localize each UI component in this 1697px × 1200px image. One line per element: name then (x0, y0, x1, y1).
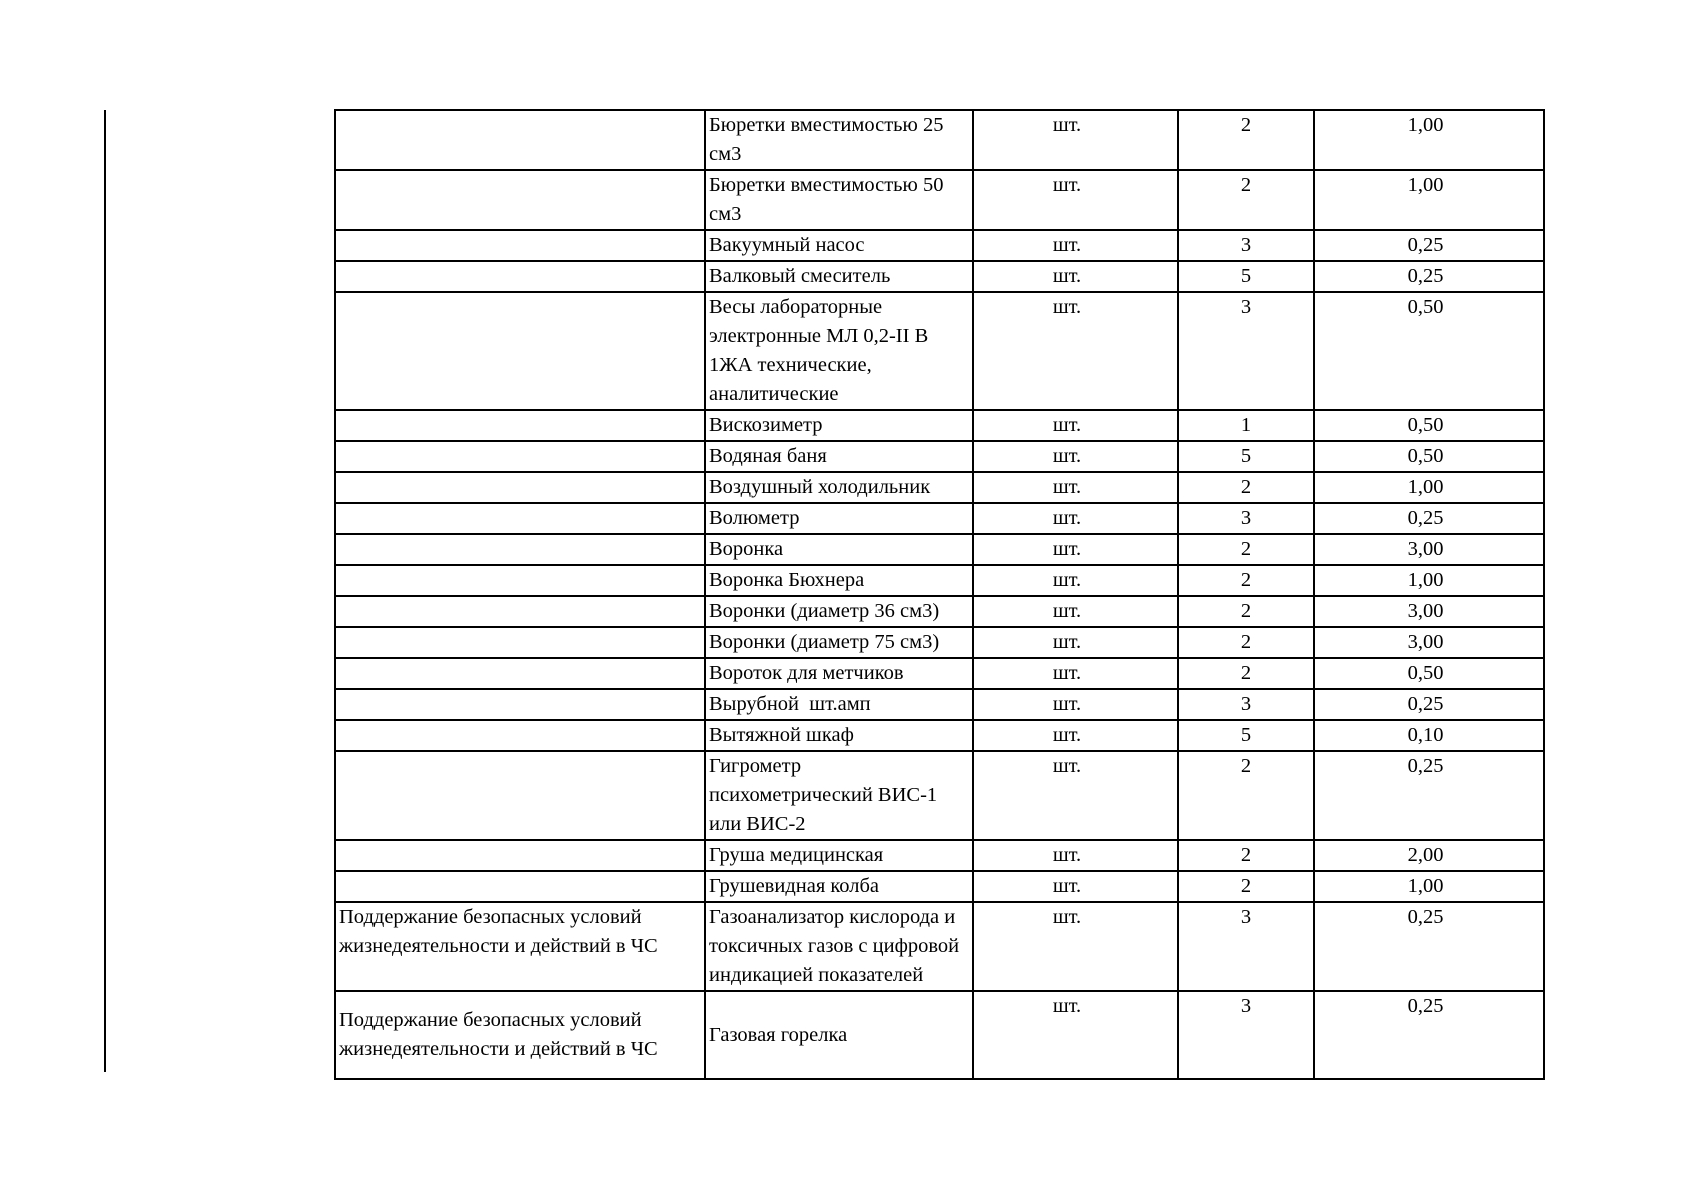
table-row (335, 230, 1544, 261)
quantity-cell: 3 (1178, 292, 1314, 410)
quantity-cell: 3 (1178, 902, 1314, 991)
norm-cell: 1,00 (1314, 170, 1544, 230)
quantity-cell: 5 (1178, 261, 1314, 292)
discipline-cell (335, 534, 705, 565)
quantity-cell: 2 (1178, 534, 1314, 565)
discipline-cell (335, 658, 705, 689)
equipment-name-cell: Волюметр (705, 503, 973, 534)
norm-cell: 2,00 (1314, 840, 1544, 871)
table-row (335, 534, 1544, 565)
discipline-cell (335, 565, 705, 596)
quantity-cell: 2 (1178, 627, 1314, 658)
equipment-name-cell: Газовая горелка (705, 991, 973, 1079)
table-row (335, 110, 1544, 170)
table-row (335, 170, 1544, 230)
quantity-cell: 2 (1178, 658, 1314, 689)
table-row (335, 902, 1544, 991)
table-row (335, 627, 1544, 658)
discipline-cell (335, 871, 705, 902)
discipline-cell (335, 292, 705, 410)
equipment-name-cell: Вакуумный насос (705, 230, 973, 261)
unit-cell: шт. (973, 230, 1178, 261)
equipment-name-cell: Вискозиметр (705, 410, 973, 441)
equipment-table (334, 109, 1545, 1080)
equipment-name-cell: Воронки (диаметр 75 см3) (705, 627, 973, 658)
equipment-name-cell: Воронки (диаметр 36 см3) (705, 596, 973, 627)
table-row (335, 596, 1544, 627)
unit-cell: шт. (973, 472, 1178, 503)
unit-cell: шт. (973, 871, 1178, 902)
discipline-cell: Поддержание безопасных условий жизнедеятельности и действий в ЧС (335, 902, 705, 991)
quantity-cell: 2 (1178, 871, 1314, 902)
norm-cell: 3,00 (1314, 534, 1544, 565)
equipment-name-cell: Газоанализатор кислорода и токсичных газов с цифровой индикацией показателей (705, 902, 973, 991)
unit-cell: шт. (973, 991, 1178, 1079)
quantity-cell: 2 (1178, 170, 1314, 230)
discipline-cell (335, 410, 705, 441)
quantity-cell: 5 (1178, 441, 1314, 472)
discipline-cell (335, 472, 705, 503)
norm-cell: 0,50 (1314, 658, 1544, 689)
norm-cell: 3,00 (1314, 627, 1544, 658)
unit-cell: шт. (973, 596, 1178, 627)
discipline-cell (335, 596, 705, 627)
unit-cell: шт. (973, 534, 1178, 565)
table-row (335, 410, 1544, 441)
equipment-name-cell: Грушевидная колба (705, 871, 973, 902)
table-row (335, 441, 1544, 472)
discipline-cell (335, 170, 705, 230)
table-row (335, 261, 1544, 292)
unit-cell: шт. (973, 658, 1178, 689)
unit-cell: шт. (973, 565, 1178, 596)
unit-cell: шт. (973, 840, 1178, 871)
table-row (335, 503, 1544, 534)
table-row (335, 840, 1544, 871)
discipline-cell (335, 261, 705, 292)
norm-cell: 0,25 (1314, 261, 1544, 292)
discipline-cell (335, 110, 705, 170)
equipment-name-cell: Гигрометр психометрический ВИС-1 или ВИС-2 (705, 751, 973, 840)
quantity-cell: 2 (1178, 565, 1314, 596)
table-row (335, 658, 1544, 689)
equipment-name-cell: Вытяжной шкаф (705, 720, 973, 751)
table-row (335, 689, 1544, 720)
norm-cell: 0,10 (1314, 720, 1544, 751)
norm-cell: 1,00 (1314, 565, 1544, 596)
unit-cell: шт. (973, 627, 1178, 658)
equipment-name-cell: Вырубной шт.амп (705, 689, 973, 720)
norm-cell: 0,50 (1314, 410, 1544, 441)
unit-cell: шт. (973, 720, 1178, 751)
discipline-cell (335, 230, 705, 261)
equipment-name-cell: Воронка (705, 534, 973, 565)
equipment-name-cell: Бюретки вместимостью 25 см3 (705, 110, 973, 170)
norm-cell: 0,25 (1314, 751, 1544, 840)
table-row (335, 871, 1544, 902)
discipline-cell (335, 503, 705, 534)
norm-cell: 1,00 (1314, 472, 1544, 503)
discipline-cell (335, 441, 705, 472)
norm-cell: 0,50 (1314, 292, 1544, 410)
equipment-name-cell: Водяная баня (705, 441, 973, 472)
quantity-cell: 3 (1178, 991, 1314, 1079)
unit-cell: шт. (973, 503, 1178, 534)
quantity-cell: 2 (1178, 596, 1314, 627)
quantity-cell: 2 (1178, 472, 1314, 503)
quantity-cell: 3 (1178, 503, 1314, 534)
discipline-cell (335, 720, 705, 751)
quantity-cell: 3 (1178, 230, 1314, 261)
discipline-cell (335, 627, 705, 658)
equipment-name-cell: Вороток для метчиков (705, 658, 973, 689)
unit-cell: шт. (973, 110, 1178, 170)
table-row (335, 751, 1544, 840)
equipment-name-cell: Бюретки вместимостью 50 см3 (705, 170, 973, 230)
equipment-name-cell: Весы лабораторные электронные МЛ 0,2-II В 1ЖА технические, аналитические (705, 292, 973, 410)
norm-cell: 0,25 (1314, 230, 1544, 261)
norm-cell: 0,25 (1314, 689, 1544, 720)
table-row (335, 565, 1544, 596)
unit-cell: шт. (973, 902, 1178, 991)
norm-cell: 1,00 (1314, 110, 1544, 170)
page-margin-line (104, 110, 106, 1072)
table-row (335, 991, 1544, 1079)
norm-cell: 0,25 (1314, 991, 1544, 1079)
table-row (335, 472, 1544, 503)
norm-cell: 0,25 (1314, 902, 1544, 991)
quantity-cell: 1 (1178, 410, 1314, 441)
equipment-name-cell: Воронка Бюхнера (705, 565, 973, 596)
unit-cell: шт. (973, 751, 1178, 840)
unit-cell: шт. (973, 292, 1178, 410)
discipline-cell (335, 840, 705, 871)
quantity-cell: 3 (1178, 689, 1314, 720)
equipment-name-cell: Воздушный холодильник (705, 472, 973, 503)
discipline-cell (335, 751, 705, 840)
unit-cell: шт. (973, 441, 1178, 472)
equipment-name-cell: Груша медицинская (705, 840, 973, 871)
unit-cell: шт. (973, 410, 1178, 441)
equipment-name-cell: Валковый смеситель (705, 261, 973, 292)
quantity-cell: 2 (1178, 751, 1314, 840)
table-row (335, 292, 1544, 410)
norm-cell: 0,25 (1314, 503, 1544, 534)
discipline-cell: Поддержание безопасных условий жизнедеятельности и действий в ЧС (335, 991, 705, 1079)
discipline-cell (335, 689, 705, 720)
unit-cell: шт. (973, 170, 1178, 230)
norm-cell: 3,00 (1314, 596, 1544, 627)
norm-cell: 1,00 (1314, 871, 1544, 902)
quantity-cell: 2 (1178, 840, 1314, 871)
table-row (335, 720, 1544, 751)
norm-cell: 0,50 (1314, 441, 1544, 472)
quantity-cell: 5 (1178, 720, 1314, 751)
unit-cell: шт. (973, 261, 1178, 292)
unit-cell: шт. (973, 689, 1178, 720)
quantity-cell: 2 (1178, 110, 1314, 170)
